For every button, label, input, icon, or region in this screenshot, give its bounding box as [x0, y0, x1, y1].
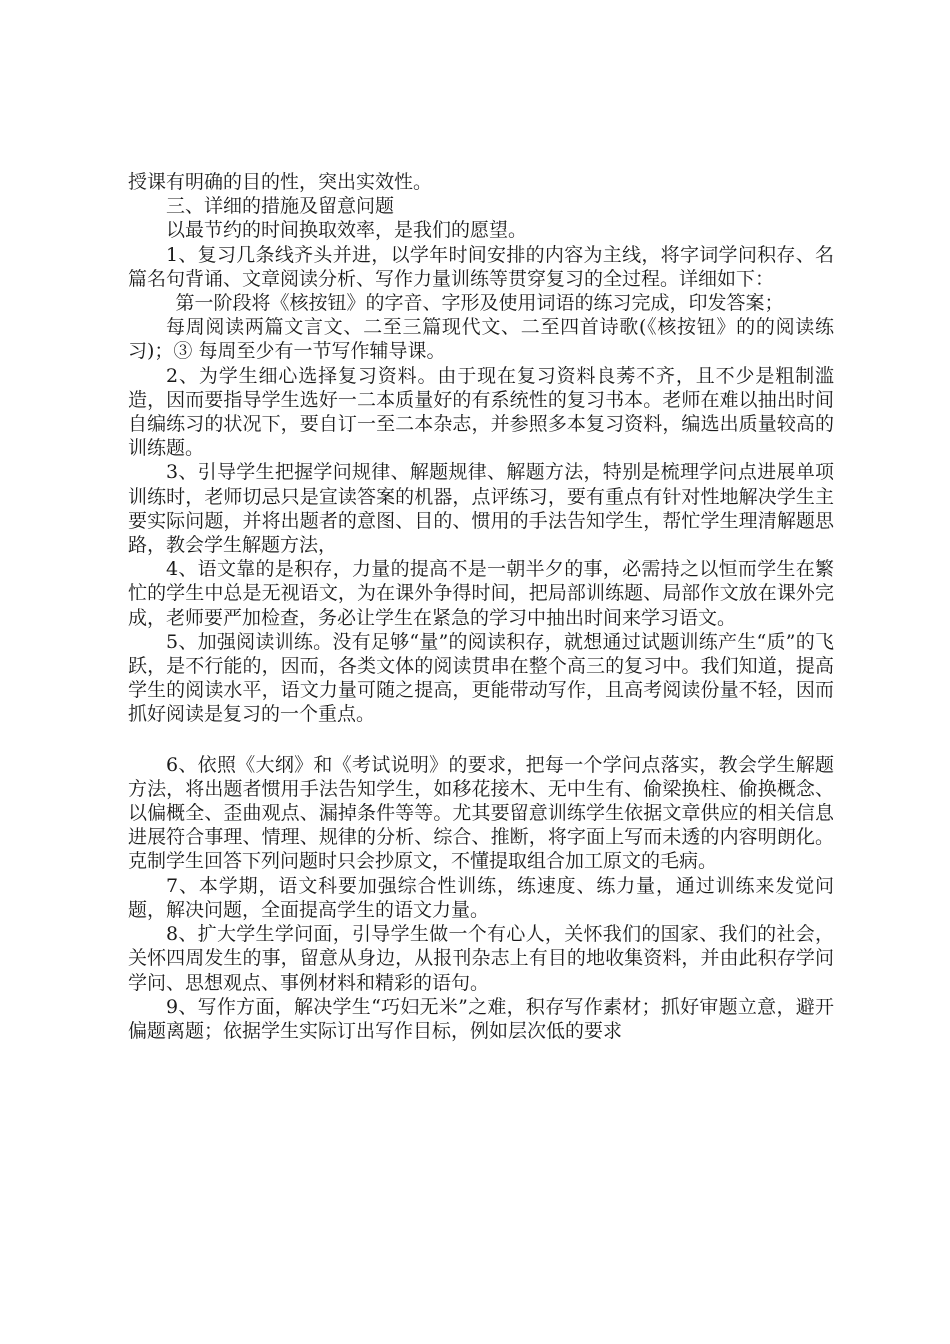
paragraph-weekly-reading: 每周阅读两篇文言文、二至三篇现代文、二至四首诗歌(《核按钮》的的阅读练习)；③ 每周至少有一节写作辅导课。 — [128, 316, 834, 363]
paragraph-item-4: 4、语文靠的是积存，力量的提高不是一朝半夕的事，必需持之以恒而学生在繁忙的学生中总是无视语文，为在课外争得时间，把局部训练题、局部作文放在课外完成，老师要严加检查，务必让学生在紧急的学习中抽出时间来学习语文。 — [128, 558, 834, 629]
paragraph-item-7: 7、本学期，语文科要加强综合性训练，练速度、练力量，通过训练来发觉问题，解决问题，全面提高学生的语文力量。 — [128, 874, 834, 921]
paragraph-spacer — [128, 727, 834, 753]
document-page — [128, 170, 834, 1043]
paragraph-item-5: 5、加强阅读训练。没有足够“量”的阅读积存，就想通过试题训练产生“质”的飞跃，是不行能的，因而，各类文体的阅读贯串在整个高三的复习中。我们知道，提高学生的阅读水平，语文力量可随之提高，更能带动写作，且高考阅读份量不轻，因而抓好阅读是复习的一个重点。 — [128, 630, 834, 726]
paragraph-item-1: 1、复习几条线齐头并进，以学年时间安排的内容为主线，将字词学问积存、名篇名句背诵、文章阅读分析、写作力量训练等贯穿复习的全过程。详细如下： — [128, 243, 834, 290]
paragraph-item-3: 3、引导学生把握学问规律、解题规律、解题方法，特别是梳理学问点进展单项训练时，老师切忌只是宣读答案的机器，点评练习，要有重点有针对性地解决学生主要实际问题，并将出题者的意图、目的、惯用的手法告知学生，帮忙学生理清解题思路，教会学生解题方法， — [128, 461, 834, 557]
section-heading-measures: 三、详细的措施及留意问题 — [166, 195, 395, 218]
paragraph-item-6: 6、依照《大纲》和《考试说明》的要求，把每一个学问点落实，教会学生解题方法，将出题者惯用手法告知学生，如移花接木、无中生有、偷梁换柱、偷换概念、以偏概全、歪曲观点、漏掉条件等等。尤其要留意训练学生依据文章供应的相关信息进展符合事理、情理、规律的分析、综合、推断，将字面上写而未透的内容明朗化。克制学生回答下列问题时只会抄原文，不懂提取组合加工原文的毛病。 — [128, 753, 834, 873]
paragraph-item-2: 2、为学生细心选择复习资料。由于现在复习资料良莠不齐，且不少是粗制滥造，因而要指导学生选好一二本质量好的有系统性的复习书本。老师在难以抽出时间自编练习的状况下，要自订一至二本杂志，并参照多本复习资料，编选出质量较高的训练题。 — [128, 364, 834, 460]
paragraph-stage-one: 第一阶段将《核按钮》的字音、字形及使用词语的练习完成，印发答案； — [175, 292, 784, 315]
paragraph-goal: 以最节约的时间换取效率，是我们的愿望。 — [166, 219, 528, 242]
paragraph-intro-continuation: 授课有明确的目的性，突出实效性。 — [128, 171, 433, 193]
paragraph-item-8: 8、扩大学生学问面，引导学生做一个有心人，关怀我们的国家、我们的社会，关怀四周发生的事，留意从身边，从报刊杂志上有目的地收集资料，并由此积存学问学问、思想观点、事例材料和精彩的语句。 — [128, 923, 834, 994]
paragraph-item-9: 9、写作方面，解决学生“巧妇无米”之难，积存写作素材；抓好审题立意，避开偏题离题；依据学生实际订出写作目标，例如层次低的要求 — [128, 995, 834, 1042]
